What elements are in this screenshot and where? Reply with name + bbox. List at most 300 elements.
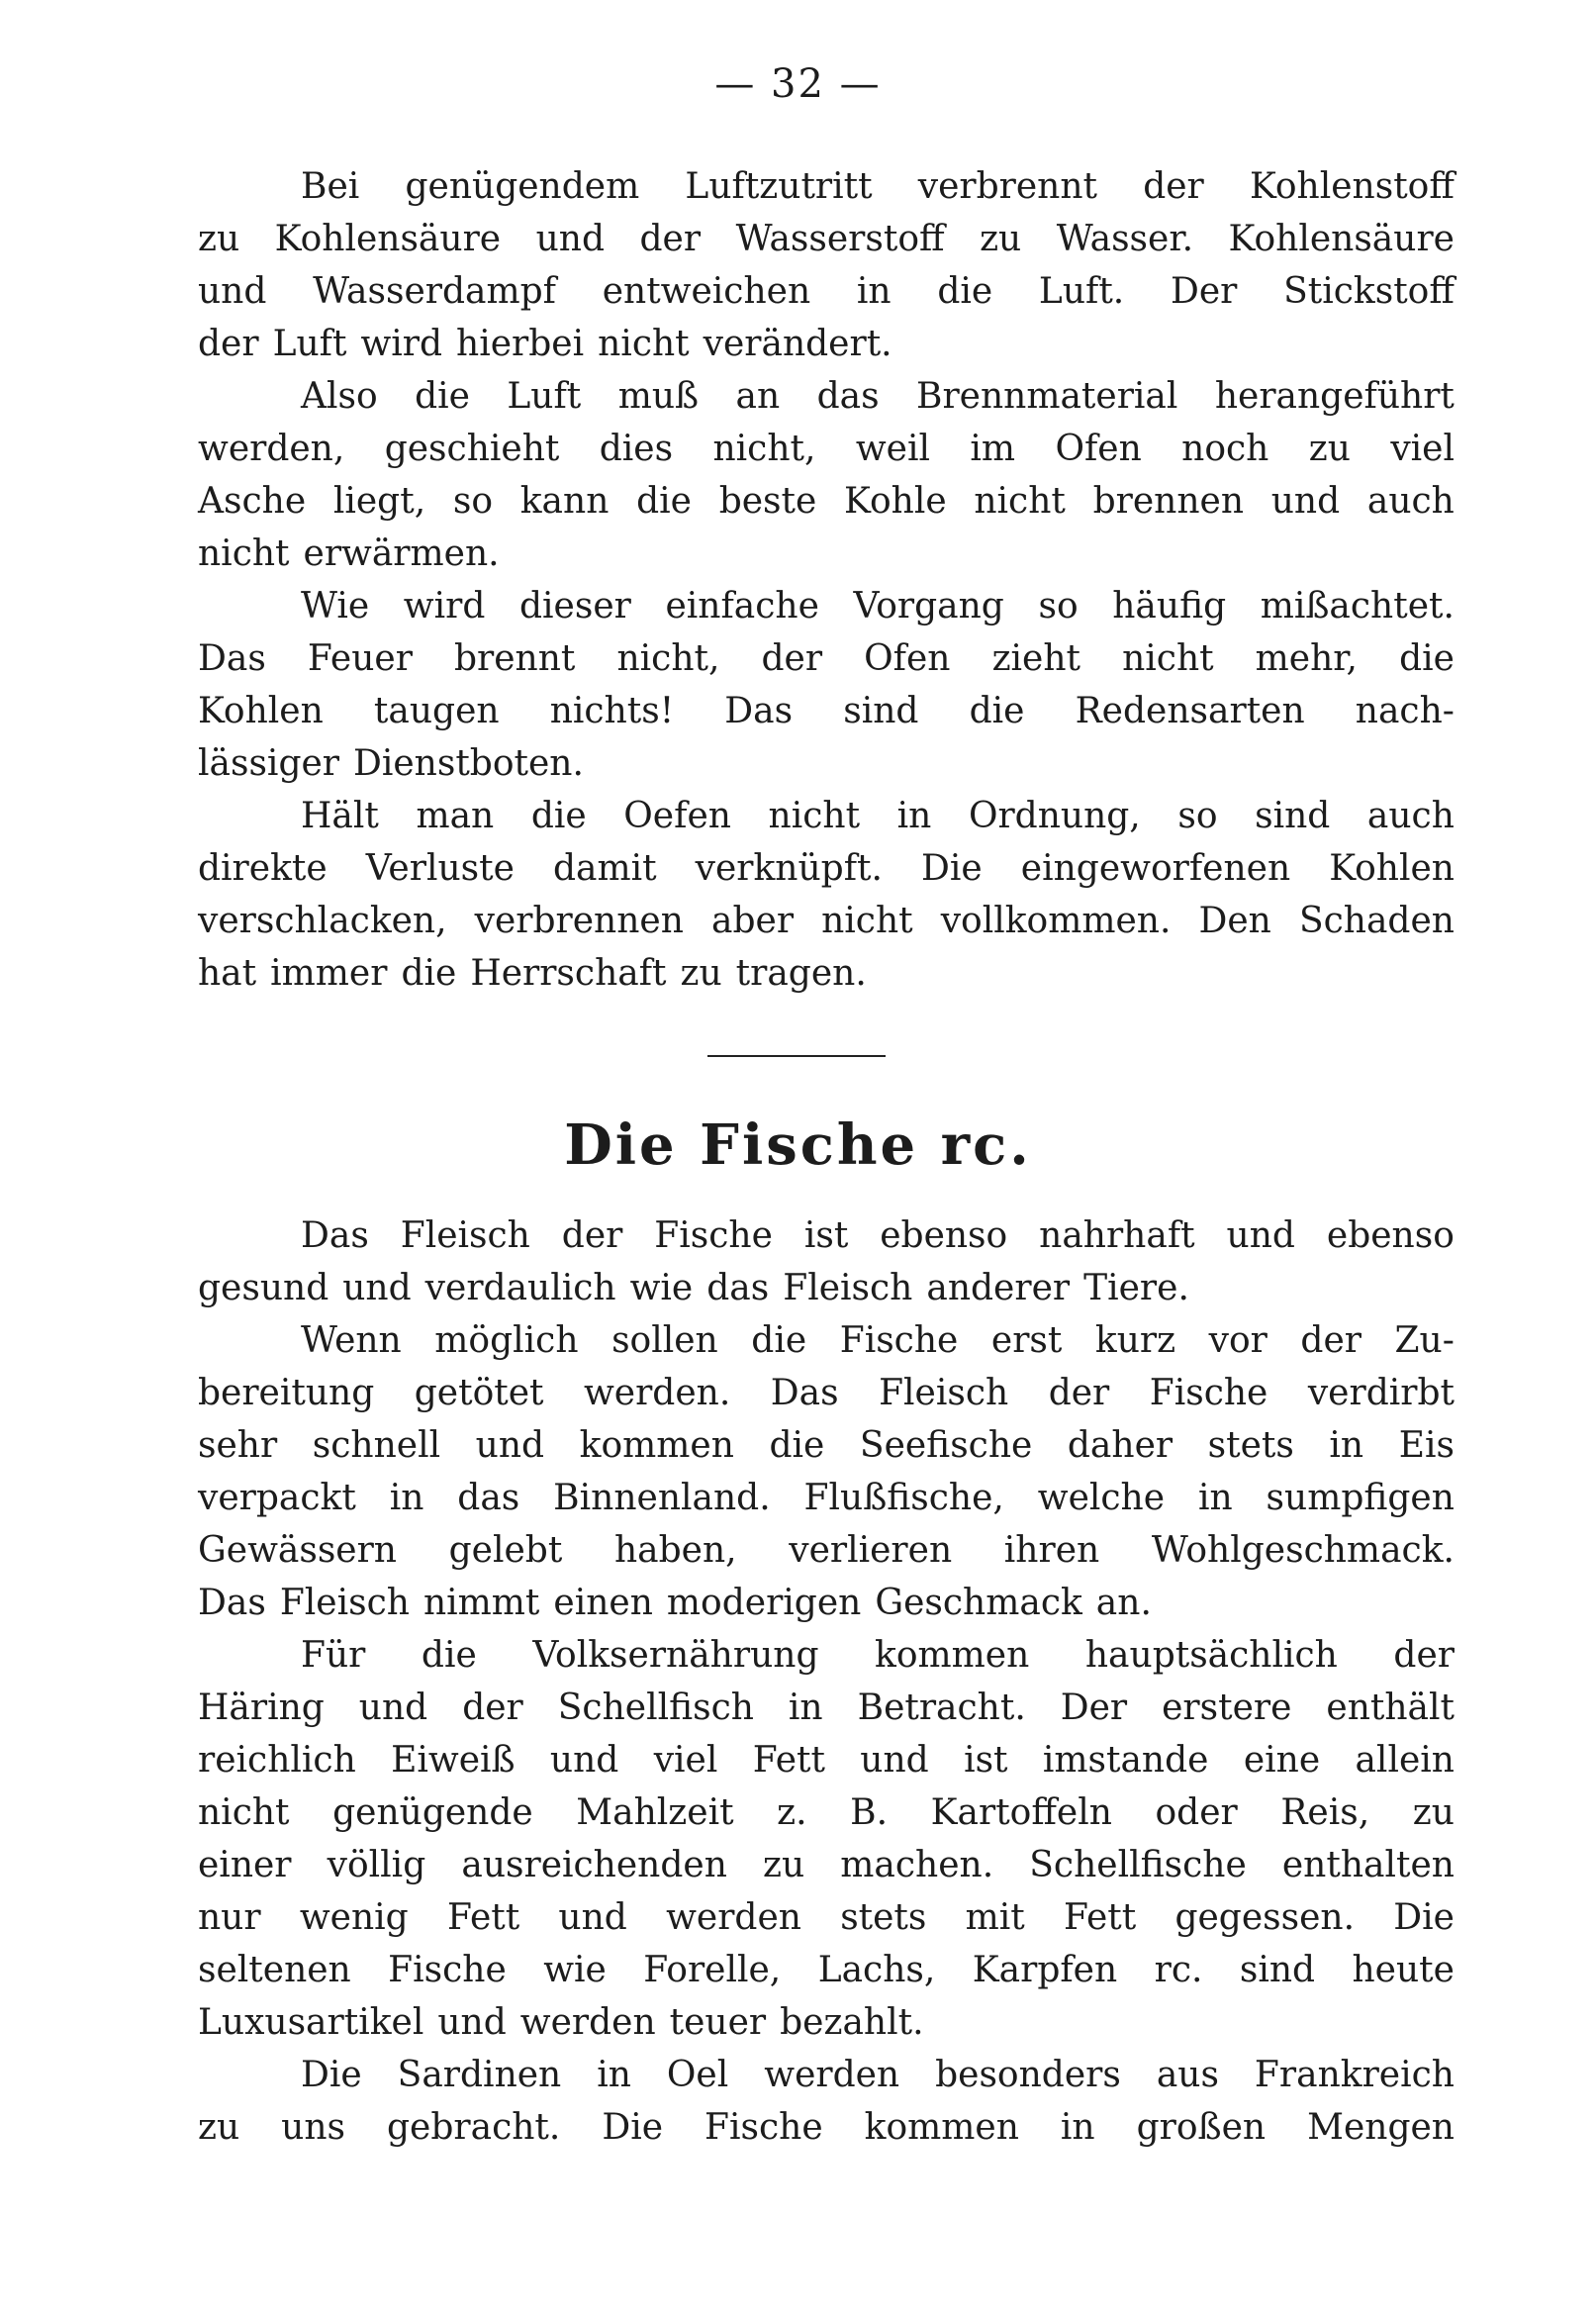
word: enthalten (1281, 1845, 1455, 1885)
word: verändert. (703, 324, 892, 364)
word: vollkommen. (940, 901, 1172, 941)
word: Fleisch (400, 1215, 530, 1256)
word: und (535, 219, 606, 259)
word: die (1399, 638, 1455, 679)
word: die (751, 1320, 807, 1361)
text-line (198, 423, 1455, 475)
word: Luft (507, 376, 582, 417)
text-line (198, 370, 1455, 423)
word: in (856, 271, 892, 312)
text-line (198, 2049, 1455, 2101)
text-line (198, 1996, 1455, 2049)
word: welche (1037, 1478, 1166, 1518)
word: Kohlen (198, 691, 324, 731)
text-line (198, 1262, 1455, 1314)
word: auch (1366, 796, 1455, 836)
word: uns (281, 2107, 346, 2148)
word: mehr, (1255, 638, 1358, 679)
word: erwärmen. (303, 533, 500, 574)
page-number: — 32 — (714, 61, 882, 107)
word: und (475, 1425, 545, 1466)
text-line (198, 1944, 1455, 1996)
word: ist (964, 1740, 1008, 1781)
text-line (198, 737, 1455, 790)
word: Reis, (1280, 1792, 1370, 1833)
text-line (198, 895, 1455, 947)
word: muß (617, 376, 700, 417)
word: werden (519, 2002, 656, 2043)
word: möglich (434, 1320, 579, 1361)
text-line (198, 1682, 1455, 1734)
word: bereitung (198, 1373, 375, 1413)
word: der (1300, 1320, 1361, 1361)
word: Eis (1398, 1425, 1455, 1466)
word: der (462, 1687, 523, 1728)
text-line (198, 528, 1455, 580)
word: direkte (198, 848, 328, 889)
word: z. (777, 1792, 807, 1833)
word: nichts! (549, 691, 675, 731)
word: vor (1208, 1320, 1267, 1361)
word: Eiweiß (391, 1740, 516, 1781)
word: nimmt (422, 1583, 540, 1623)
word: wie (629, 1268, 694, 1308)
word: sehr (198, 1425, 278, 1466)
word: das (457, 1478, 520, 1518)
word: Karpfen (972, 1950, 1118, 1990)
word: sumpfigen (1266, 1478, 1455, 1518)
word: Wasser. (1056, 219, 1194, 259)
word: Für (301, 1635, 366, 1676)
word: Die (1393, 1897, 1455, 1938)
word: eingeworfenen (1020, 848, 1291, 889)
word: Ofen (1055, 429, 1142, 469)
word: teuer (669, 2002, 767, 2043)
word: verpackt (198, 1478, 356, 1518)
word: geschieht (384, 429, 560, 469)
word: einer (198, 1845, 292, 1885)
text-line (198, 265, 1455, 318)
word: zu (763, 1845, 805, 1885)
word: im (970, 429, 1016, 469)
word: kommen (864, 2107, 1019, 2148)
word: der (561, 1215, 623, 1256)
word: Kartoffeln (930, 1792, 1112, 1833)
word: zu (1308, 429, 1351, 469)
text-line (198, 213, 1455, 265)
text-line (198, 790, 1455, 842)
word: das (706, 1268, 770, 1308)
word: Luxusartikel (198, 2002, 424, 2043)
word: nicht, (616, 638, 720, 679)
word: Wenn (301, 1320, 402, 1361)
word: nicht (198, 533, 290, 574)
word: nicht (1122, 638, 1214, 679)
word: nicht (821, 901, 913, 941)
word: die (415, 376, 470, 417)
word: die (636, 481, 692, 522)
word: allein (1355, 1740, 1455, 1781)
text-line (198, 632, 1455, 685)
text-line (198, 1367, 1455, 1419)
word: Das (198, 638, 266, 679)
word: Redensarten (1075, 691, 1305, 731)
word: Gewässern (198, 1530, 397, 1571)
word: ihren (1003, 1530, 1100, 1571)
word: Schellfische (1029, 1845, 1247, 1885)
word: genügende (332, 1792, 533, 1833)
word: Fische (704, 2107, 823, 2148)
word: Zu- (1394, 1320, 1455, 1361)
word: erstere (1162, 1687, 1292, 1728)
word: sind (1239, 1950, 1316, 1990)
word: Frankreich (1254, 2055, 1455, 2095)
word: in (896, 796, 932, 836)
section-divider (707, 1055, 886, 1057)
word: Volksernährung (532, 1635, 819, 1676)
word: Der (1170, 271, 1238, 312)
word: lässiger (198, 743, 339, 784)
word: Flußfische, (803, 1478, 1004, 1518)
word: werden (666, 1897, 801, 1938)
word: verdaulich (424, 1268, 616, 1308)
word: und (437, 2002, 507, 2043)
text-line (198, 475, 1455, 528)
word: in (389, 1478, 424, 1518)
word: verschlacken, (198, 901, 447, 941)
word: in (1197, 1478, 1233, 1518)
word: Brennmaterial (915, 376, 1178, 417)
text-section-fish (198, 1209, 1455, 2154)
text-line (198, 947, 1455, 1000)
word: kommen (579, 1425, 734, 1466)
word: Hält (301, 796, 379, 836)
word: daher (1067, 1425, 1174, 1466)
word: Das (198, 1583, 266, 1623)
word: eine (1243, 1740, 1321, 1781)
word: genügendem (405, 166, 640, 207)
text-line (198, 685, 1455, 737)
word: wenig (299, 1897, 409, 1938)
word: in (597, 2055, 631, 2095)
word: zu (198, 2107, 240, 2148)
word: verdirbt (1307, 1373, 1455, 1413)
word: an (735, 376, 781, 417)
word: der (1393, 1635, 1455, 1676)
word: zieht (991, 638, 1080, 679)
word: machen. (840, 1845, 994, 1885)
word: Kohlensäure (1228, 219, 1455, 259)
word: Wie (301, 586, 370, 626)
word: enthält (1326, 1687, 1455, 1728)
word: nahrhaft (1039, 1215, 1195, 1256)
word: gegessen. (1174, 1897, 1356, 1938)
word: so (1177, 796, 1218, 836)
word: Schaden (1298, 901, 1455, 941)
word: Oefen (623, 796, 731, 836)
word: aber (711, 901, 795, 941)
word: oder (1155, 1792, 1238, 1833)
word: Fische (1149, 1373, 1268, 1413)
word: mißachtet. (1260, 586, 1455, 626)
word: liegt, (332, 481, 426, 522)
word: besonders (935, 2055, 1121, 2095)
word: imstande (1042, 1740, 1209, 1781)
word: die (530, 796, 587, 836)
word: wie (543, 1950, 607, 1990)
word: kommen (875, 1635, 1030, 1676)
word: viel (1390, 429, 1455, 469)
word: sind (1255, 796, 1331, 836)
word: Der (1060, 1687, 1128, 1728)
word: Betracht. (857, 1687, 1026, 1728)
word: Fische (839, 1320, 959, 1361)
word: brennt (453, 638, 576, 679)
word: Dienstboten. (353, 743, 584, 784)
word: hauptsächlich (1084, 1635, 1338, 1676)
word: Ofen (864, 638, 951, 679)
word: werden, (198, 429, 345, 469)
word: und (198, 271, 267, 312)
word: Geschmack (875, 1583, 1082, 1623)
word: verknüpft. (695, 848, 883, 889)
word: Luftzutritt (685, 166, 873, 207)
word: in (788, 1687, 823, 1728)
word: die (401, 953, 457, 994)
word: Kohle (844, 481, 947, 522)
word: kurz (1094, 1320, 1176, 1361)
word: seltenen (198, 1950, 351, 1990)
text-line (198, 160, 1455, 213)
text-line (198, 1891, 1455, 1944)
word: zu (198, 219, 240, 259)
word: nicht (768, 796, 861, 836)
word: Wasserstoff (735, 219, 945, 259)
word: dieser (519, 586, 631, 626)
text-section-heating (198, 160, 1455, 1000)
word: Tiere. (1083, 1268, 1189, 1308)
text-line (198, 842, 1455, 895)
word: verbrennen (474, 901, 684, 941)
word: Fische (654, 1215, 773, 1256)
word: die (421, 1635, 477, 1676)
word: mit (965, 1897, 1025, 1938)
word: Den (1198, 901, 1271, 941)
word: Verluste (365, 848, 515, 889)
word: Sardinen (397, 2055, 562, 2095)
word: Bei (301, 166, 360, 207)
word: und (342, 1268, 412, 1308)
word: bezahlt. (780, 2002, 924, 2043)
word: Wasserdampf (313, 271, 556, 312)
text-line (198, 1472, 1455, 1524)
word: damit (552, 848, 657, 889)
word: zu (980, 219, 1022, 259)
word: einfache (665, 586, 819, 626)
word: nicht (598, 324, 690, 364)
word: gebracht. (387, 2107, 561, 2148)
word: moderigen (666, 1583, 862, 1623)
word: reichlich (198, 1740, 356, 1781)
word: immer (270, 953, 388, 994)
word: hierbei (456, 324, 585, 364)
word: verbrennt (917, 166, 1098, 207)
word: nicht (198, 1792, 290, 1833)
word: stets (1207, 1425, 1294, 1466)
text-line (198, 1734, 1455, 1786)
word: beste (718, 481, 817, 522)
word: Luft (272, 324, 347, 364)
word: Fett (752, 1740, 825, 1781)
word: und (549, 1740, 619, 1781)
word: völlig (327, 1845, 426, 1885)
word: Stickstoff (1283, 271, 1455, 312)
text-line (198, 318, 1455, 370)
word: zu (1412, 1792, 1455, 1833)
word: entweichen (602, 271, 811, 312)
word: gelebt (448, 1530, 563, 1571)
word: so (1038, 586, 1079, 626)
text-line (198, 1314, 1455, 1367)
word: Die (301, 2055, 362, 2095)
word: Häring (198, 1687, 325, 1728)
word: einen (553, 1583, 653, 1623)
word: das (816, 376, 880, 417)
word: haben, (613, 1530, 737, 1571)
word: sollen (611, 1320, 718, 1361)
word: Ordnung, (968, 796, 1141, 836)
word: Feuer (307, 638, 413, 679)
word: Fleisch (879, 1373, 1009, 1413)
word: an. (1095, 1583, 1152, 1623)
word: werden. (583, 1373, 731, 1413)
word: in (1060, 2107, 1095, 2148)
word: aus (1156, 2055, 1219, 2095)
word: Die (602, 2107, 664, 2148)
word: tragen. (735, 953, 867, 994)
word: auch (1366, 481, 1455, 522)
word: Fleisch (279, 1583, 410, 1623)
word: so (452, 481, 494, 522)
word: ausreichenden (461, 1845, 727, 1885)
word: schnell (312, 1425, 441, 1466)
word: nach- (1355, 691, 1455, 731)
word: getötet (414, 1373, 544, 1413)
word: werden (764, 2055, 900, 2095)
text-line (198, 1577, 1455, 1629)
word: taugen (373, 691, 500, 731)
word: der (1143, 166, 1204, 207)
text-line (198, 1419, 1455, 1472)
word: die (769, 1425, 825, 1466)
word: gesund (198, 1268, 329, 1308)
word: Lachs, (817, 1950, 936, 1990)
word: die (937, 271, 993, 312)
word: wird (403, 586, 486, 626)
word: die (969, 691, 1025, 731)
word: Vorgang (853, 586, 1004, 626)
word: Kohlen (1329, 848, 1455, 889)
word: viel (653, 1740, 718, 1781)
word: der (198, 324, 259, 364)
word: Schellfisch (557, 1687, 754, 1728)
word: sind (843, 691, 919, 731)
text-line (198, 1839, 1455, 1891)
word: großen (1136, 2107, 1267, 2148)
word: zu (680, 953, 722, 994)
word: nur (198, 1897, 261, 1938)
word: in (1329, 1425, 1364, 1466)
text-line (198, 2101, 1455, 2154)
word: herangeführt (1214, 376, 1455, 417)
text-line (198, 580, 1455, 632)
word: ebenso (1326, 1215, 1455, 1256)
word: der (639, 219, 702, 259)
word: nicht, (712, 429, 816, 469)
word: Mahlzeit (576, 1792, 734, 1833)
text-line (198, 1209, 1455, 1262)
word: Asche (198, 481, 307, 522)
word: weil (855, 429, 930, 469)
word: Also (301, 376, 378, 417)
word: Das (724, 691, 794, 731)
word: kann (519, 481, 610, 522)
word: Fleisch (783, 1268, 913, 1308)
word: ebenso (880, 1215, 1008, 1256)
word: Luft. (1038, 271, 1125, 312)
word: hat (198, 953, 257, 994)
text-line (198, 1629, 1455, 1682)
word: noch (1181, 429, 1269, 469)
section-heading: Die Fische rc. (564, 1112, 1032, 1178)
word: Das (301, 1215, 369, 1256)
word: Wohlgeschmack. (1151, 1530, 1455, 1571)
text-line (198, 1524, 1455, 1577)
word: erst (990, 1320, 1063, 1361)
word: Seefische (859, 1425, 1033, 1466)
word: Mengen (1307, 2107, 1455, 2148)
word: heute (1352, 1950, 1455, 1990)
word: Fische (388, 1950, 507, 1990)
word: häufig (1112, 586, 1227, 626)
word: und (1270, 481, 1341, 522)
word: man (416, 796, 495, 836)
word: ist (803, 1215, 849, 1256)
word: stets (840, 1897, 927, 1938)
word: nicht (974, 481, 1066, 522)
word: der (761, 638, 823, 679)
word: Forelle, (643, 1950, 782, 1990)
word: Kohlenstoff (1249, 166, 1455, 207)
word: Die (921, 848, 983, 889)
word: dies (599, 429, 674, 469)
word: und (860, 1740, 929, 1781)
word: wird (360, 324, 443, 364)
word: anderer (926, 1268, 1071, 1308)
word: Fett (1063, 1897, 1137, 1938)
word: rc. (1154, 1950, 1203, 1990)
text-line (198, 1786, 1455, 1839)
word: Kohlensäure (274, 219, 502, 259)
word: Herrschaft (470, 953, 667, 994)
word: verlieren (789, 1530, 953, 1571)
word: Fett (446, 1897, 520, 1938)
word: brennen (1092, 481, 1245, 522)
word: der (1048, 1373, 1110, 1413)
word: und (558, 1897, 627, 1938)
word: B. (850, 1792, 889, 1833)
word: und (1226, 1215, 1295, 1256)
